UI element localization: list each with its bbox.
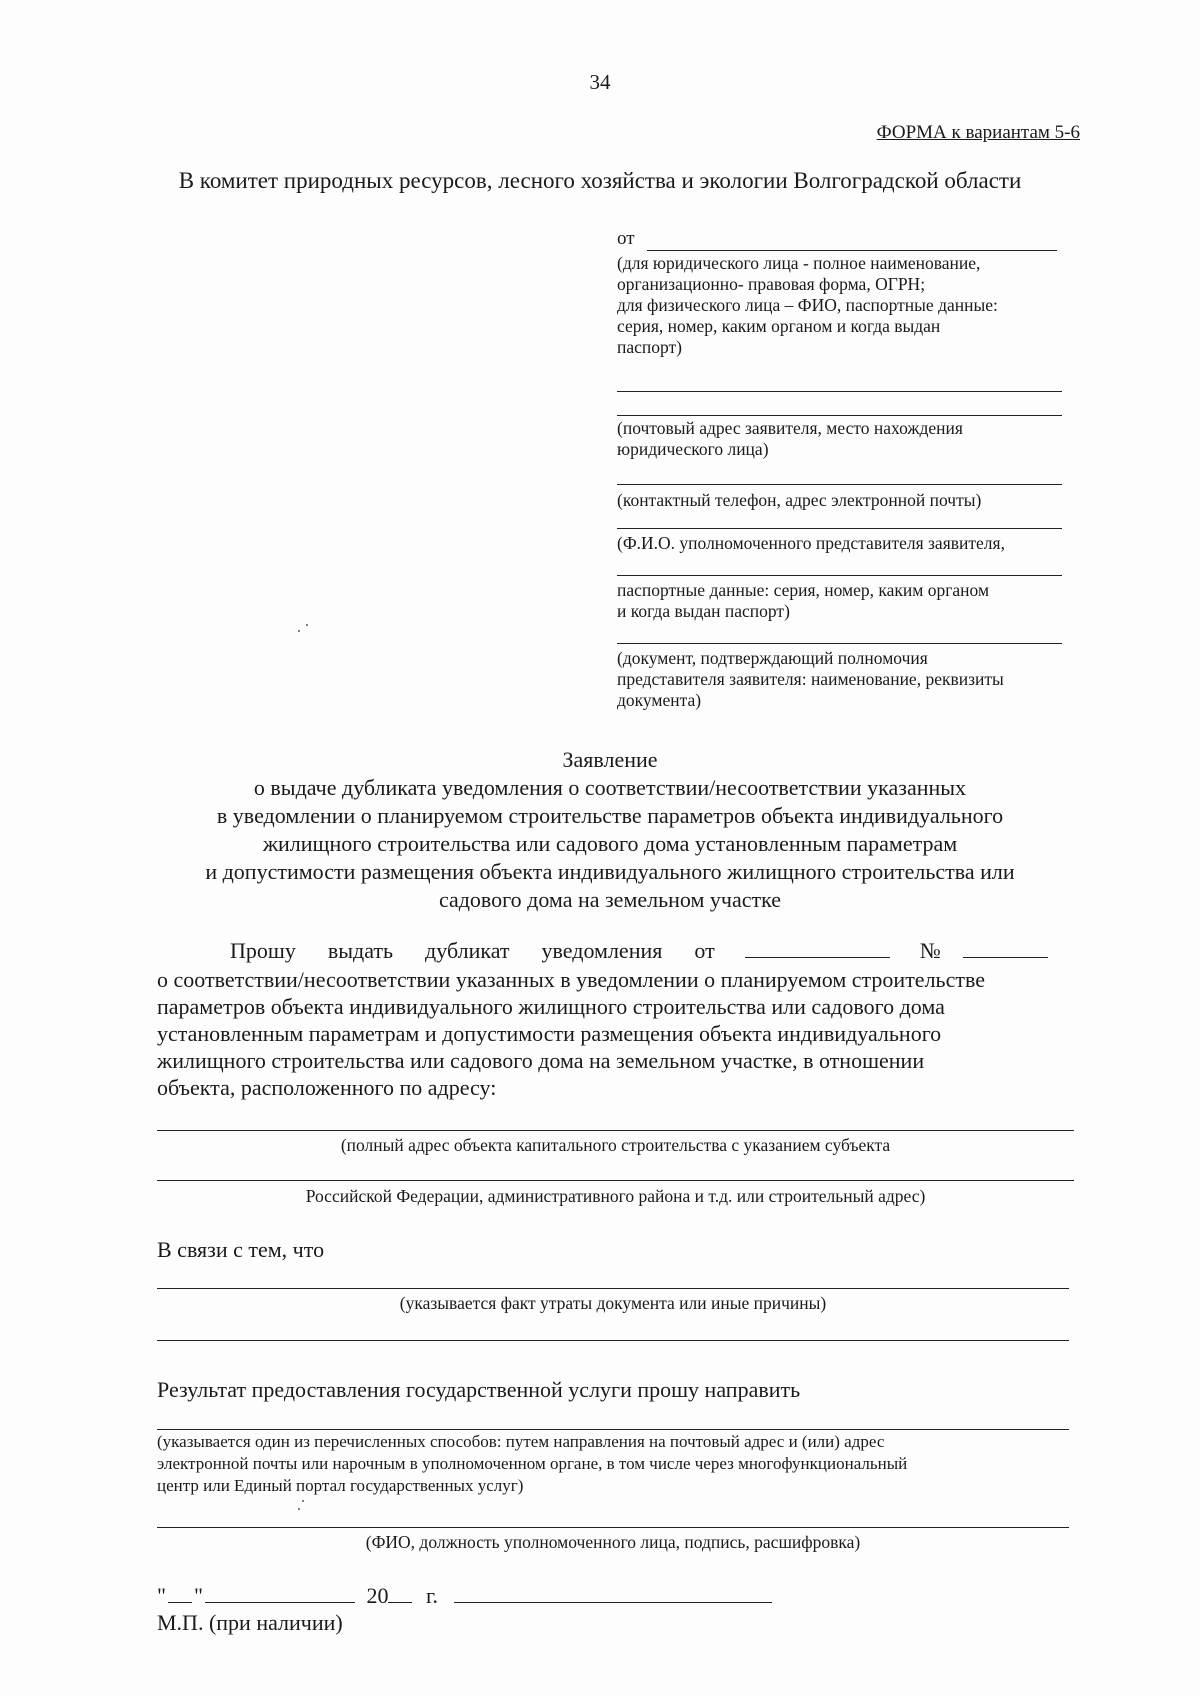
contact-hint: (контактный телефон, адрес электронной почты) (617, 490, 982, 510)
scan-speck (298, 1508, 300, 1510)
applicant-field-2[interactable] (617, 391, 1062, 392)
postal-address-hint: (почтовый адрес заявителя, место нахождения юридического лица) (617, 418, 963, 459)
request-body: о соответствии/несоответствии указанных в уведомлении о планируемом строительстве параметров объекта индивидуального жилищного строительства или садового дома установленным параметрам и допустимости размещения объекта индивидуального жилищного строительства или садового дома на земельном участке, в отношении объекта, расположенного по адресу: (157, 967, 985, 1100)
address-hint-1: (полный адрес объекта капитального строительства с указанием субъекта (340, 1135, 891, 1155)
year-suffix: г. (425, 1583, 439, 1608)
statement-title: Заявление (562, 747, 658, 772)
postal-address-field[interactable] (617, 415, 1062, 416)
authority-doc-hint: (документ, подтверждающий полномочия представителя заявителя: наименование, реквизиты документа) (617, 648, 1004, 710)
applicant-field[interactable] (647, 250, 1057, 251)
legal-entity-hint: (для юридического лица - полное наименование, организационно- правовая форма, ОГРН; для физического лица – ФИО, паспортные данные: серия, номер, каким органом и когда выдан паспорт) (617, 253, 998, 357)
year-prefix: 20 (366, 1583, 389, 1608)
contact-field[interactable] (617, 484, 1062, 485)
signature-hint: (ФИО, должность уполномоченного лица, подпись, расшифровка) (365, 1532, 861, 1552)
scan-speck (302, 1500, 304, 1502)
request-line: Прошу выдать дубликат уведомления от № (157, 938, 1082, 964)
result-method-field[interactable] (157, 1429, 1069, 1430)
representative-hint: (Ф.И.О. уполномоченного представителя заявителя, (617, 533, 1005, 553)
reason-field-2[interactable] (157, 1340, 1069, 1341)
from-label: от (617, 228, 635, 249)
scan-speck (306, 624, 308, 626)
date-signature-field[interactable] (454, 1601, 772, 1603)
statement-title-block: Заявление о выдаче дубликата уведомления о соответствии/несоответствии указанных в уведомлении о планируемом строительстве параметров объекта индивидуального жилищного строительства или садового дома установленным параметрам и допустимости размещения объекта индивидуального жилищного строительства или садового дома на земельном участке (130, 746, 1090, 914)
address-field[interactable] (157, 1130, 1074, 1131)
day-field[interactable] (168, 1601, 192, 1603)
seal-note: М.П. (при наличии) (157, 1610, 343, 1635)
address-hint-2: Российской Федерации, административного района и т.д. или строительный адрес) (305, 1186, 926, 1206)
year-field[interactable] (388, 1601, 412, 1603)
date-quote-open: " (157, 1583, 166, 1608)
number-sign: № (919, 938, 941, 963)
form-label: ФОРМА к вариантам 5-6 (876, 122, 1080, 143)
reason-field[interactable] (157, 1288, 1069, 1289)
scan-speck (298, 630, 300, 632)
representative-passport-hint: паспортные данные: серия, номер, каким органом и когда выдан паспорт) (617, 580, 990, 621)
address-field-2[interactable] (157, 1180, 1074, 1181)
date-line (157, 1583, 772, 1609)
reason-label: В связи с тем, что (157, 1237, 325, 1262)
page-number: 34 (589, 70, 611, 94)
representative-field-2[interactable] (617, 575, 1062, 576)
date-quote-close: " (193, 1583, 203, 1608)
signature-field[interactable] (157, 1527, 1069, 1528)
reason-hint: (указывается факт утраты документа или иные причины) (399, 1293, 827, 1313)
notification-date-field[interactable] (745, 956, 890, 958)
addressee: В комитет природных ресурсов, лесного хозяйства и экологии Волгоградской области (178, 168, 1022, 193)
result-hint: (указывается один из перечисленных способов: путем направления на почтовый адрес и (или) адрес электронной почты или нарочным в уполномоченном органе, в том числе через многофункциональный центр или Единый портал государственных услуг) (157, 1432, 908, 1495)
notification-number-field[interactable] (963, 956, 1048, 958)
authority-doc-field[interactable] (617, 643, 1062, 644)
month-field[interactable] (205, 1601, 355, 1603)
representative-field[interactable] (617, 528, 1062, 529)
result-label: Результат предоставления государственной услуги прошу направить (157, 1377, 801, 1402)
